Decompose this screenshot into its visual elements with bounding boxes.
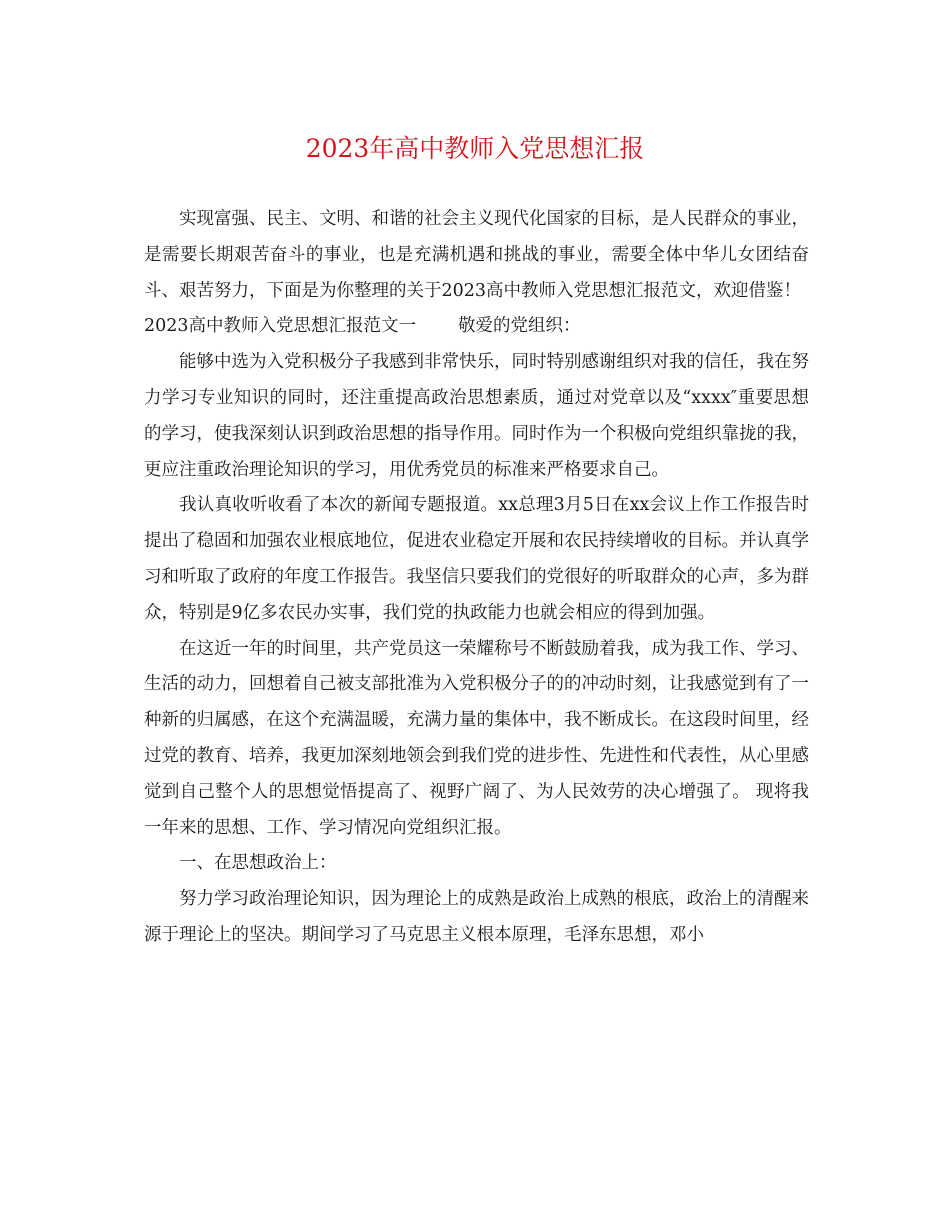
section-heading: 一、在思想政治上：: [179, 853, 337, 874]
sample-heading-line: [144, 309, 809, 345]
document-title: 2023年高中教师入党思想汇报: [305, 134, 645, 163]
sample-heading: 2023高中教师入党思想汇报范文一: [144, 316, 417, 337]
body-paragraph-3: 在这近一年的时间里，共产党员这一荣耀称号不断鼓励着我，成为我工作、学习、生活的动力，回想着自己被支部批准为入党积极分子的的冲动时刻，让我感觉到有了一种新的归属感，在这个充满温暖，充满力量的集体中，我不断成长。在这段时间里，经过党的教育、培养，我更加深刻地领会到我们党的进步性、先进性和代表性，从心里感觉到自己整个人的思想觉悟提高了、视野广阔了、为人民效劳的决心增强了。 现将我一年来的思想、工作、学习情况向党组织汇报。: [144, 638, 809, 838]
body-paragraph-4: 努力学习政治理论知识，因为理论上的成熟是政治上成熟的根底，政治上的清醒来源于理论上的坚决。期间学习了马克思主义根本原理，毛泽东思想，邓小: [144, 889, 809, 945]
body-paragraph-2: 我认真收听收看了本次的新闻专题报道。xx总理3月5日在xx会议上作工作报告时提出了稳固和加强农业根底地位，促进农业稳定开展和农民持续增收的目标。并认真学习和听取了政府的年度工作报告。我坚信只要我们的党很好的听取群众的心声，多为群众，特别是9亿多农民办实事，我们党的执政能力也就会相应的得到加强。: [144, 495, 809, 623]
body-paragraph-1: 能够中选为入党积极分子我感到非常快乐，同时特别感谢组织对我的信任，我在努力学习专业知识的同时，还注重提高政治思想素质，通过对党章以及“xxxx″重要思想的学习，使我深刻认识到政治思想的指导作用。同时作为一个积极向党组织靠拢的我，更应注重政治理论知识的学习，用优秀党员的标准来严格要求自己。: [144, 352, 809, 480]
document-body: [144, 202, 809, 954]
intro-paragraph: 实现富强、民主、文明、和谐的社会主义现代化国家的目标，是人民群众的事业，是需要长期艰苦奋斗的事业，也是充满机遇和挑战的事业，需要全体中华儿女团结奋斗、艰苦努力，下面是为你整理的关于2023高中教师入党思想汇报范文，欢迎借鉴！: [144, 209, 809, 301]
salutation: 敬爱的党组织：: [458, 316, 581, 337]
